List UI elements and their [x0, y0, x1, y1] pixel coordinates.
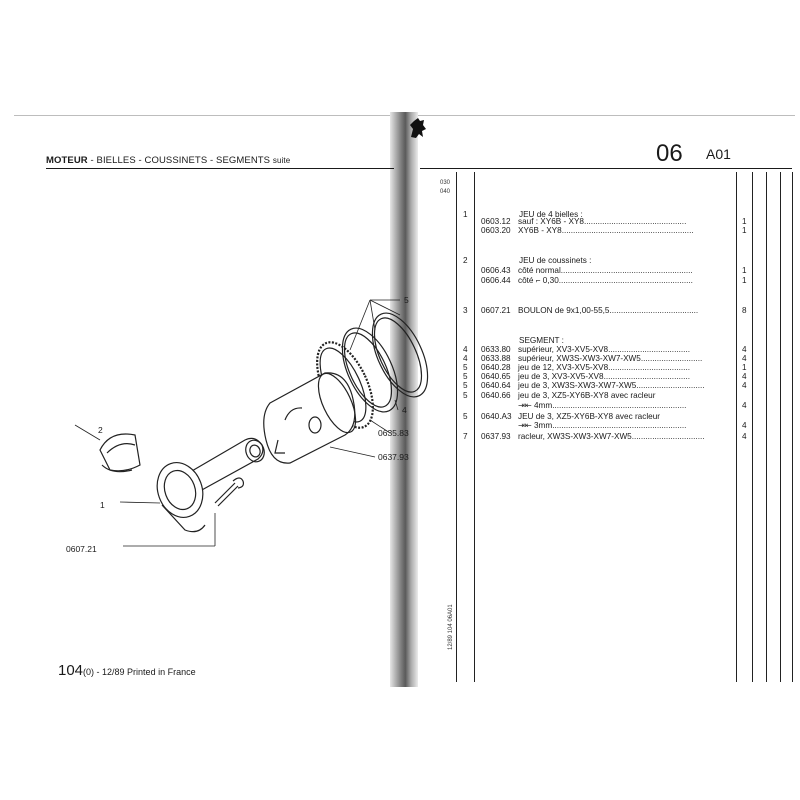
title-bold: MOTEUR [46, 155, 88, 166]
row-ref: 4 [463, 345, 468, 354]
callout-5: 5 [404, 295, 409, 305]
row-code: 0606.44 [481, 276, 511, 285]
row-ref: 1 [463, 210, 468, 219]
row-qty: 1 [742, 266, 747, 275]
row-qty: 1 [742, 226, 747, 235]
row-desc: jeu de 3, XW3S-XW3-XW7-XW5.............................. [518, 381, 705, 390]
lion-logo-icon [405, 115, 431, 141]
row-code: 0640.66 [481, 391, 511, 400]
table-line [456, 172, 457, 682]
row-code: 0637.93 [481, 432, 511, 441]
page-title [46, 155, 290, 166]
row-ref: 2 [463, 256, 468, 265]
row-code: 0606.43 [481, 266, 511, 275]
row-qty: 4 [742, 372, 747, 381]
row-code: 0603.20 [481, 226, 511, 235]
footer-sup: (0) [83, 667, 95, 677]
small-code-030: 030 [440, 180, 451, 186]
row-ref: 5 [463, 412, 468, 421]
callout-2: 2 [98, 425, 103, 435]
header-rule-right [420, 168, 792, 169]
callout-0607-21: 0607.21 [66, 544, 97, 554]
row-qty: 1 [742, 217, 747, 226]
footer-page-number: 104 [58, 662, 84, 679]
title-suffix: suite [272, 156, 291, 165]
callout-0637-93: 0637.93 [378, 452, 409, 462]
vertical-code: 12/89 104 06A01 [448, 604, 454, 650]
row-code: 0640.A3 [481, 412, 512, 421]
row-code: 0633.88 [481, 354, 511, 363]
chapter-number: 06 [656, 140, 683, 167]
table-line [474, 172, 475, 682]
row-ref: 5 [463, 372, 468, 381]
row-code: 0633.80 [481, 345, 511, 354]
small-code-040: 040 [440, 189, 451, 195]
table-line [752, 172, 753, 682]
callout-4: 4 [402, 405, 407, 415]
row-desc: XY6B - XY8.......................................................... [518, 226, 694, 235]
header-rule-left [46, 168, 394, 169]
row-qty: 4 [742, 401, 747, 410]
row-qty: 1 [742, 276, 747, 285]
footer-rest: - 12/89 Printed in France [94, 667, 196, 677]
row-desc: côté normal.......................................................... [518, 266, 693, 275]
row-desc: JEU de 4 bielles : [519, 210, 583, 219]
row-code: 0603.12 [481, 217, 511, 226]
row-qty: 4 [742, 381, 747, 390]
row-qty: 4 [742, 432, 747, 441]
title-rest: - BIELLES - COUSSINETS - SEGMENTS [87, 155, 271, 166]
row-qty: 8 [742, 306, 747, 315]
row-desc: ⇥⇤ 4mm........................................................... [518, 401, 687, 410]
table-line [736, 172, 737, 682]
bolt [215, 478, 243, 506]
row-ref: 5 [463, 391, 468, 400]
row-desc: racleur, XW3S-XW3-XW7-XW5................................ [518, 432, 705, 441]
row-desc: sauf : XY6B - XY8............................................. [518, 217, 687, 226]
row-desc: côté ⌐ 0,30........................................................... [518, 276, 693, 285]
row-ref: 3 [463, 306, 468, 315]
row-desc: BOULON de 9x1,00-55,5....................................... [518, 306, 699, 315]
row-ref: 5 [463, 381, 468, 390]
row-ref: 7 [463, 432, 468, 441]
table-line [766, 172, 767, 682]
row-desc: jeu de 12, XV3-XV5-XV8.................................... [518, 363, 691, 372]
row-desc: JEU de 3, XZ5-XY6B-XY8 avec racleur [518, 412, 660, 421]
chapter-code: A01 [706, 146, 731, 162]
row-code: 0640.64 [481, 381, 511, 390]
row-qty: 4 [742, 354, 747, 363]
row-code: 0607.21 [481, 306, 511, 315]
row-code: 0640.28 [481, 363, 511, 372]
row-desc: supérieur, XV3-XV5-XV8.................................... [518, 345, 691, 354]
row-ref: 5 [463, 363, 468, 372]
callout-0635-83: 0635.83 [378, 428, 409, 438]
table-line [792, 172, 793, 682]
row-desc: jeu de 3, XV3-XV5-XV8...................................... [518, 372, 691, 381]
row-code: 0640.65 [481, 372, 511, 381]
row-desc: JEU de coussinets : [519, 256, 592, 265]
row-qty: 1 [742, 363, 747, 372]
row-desc: ⇥⇤ 3mm........................................................... [518, 421, 687, 430]
row-qty: 4 [742, 345, 747, 354]
row-ref: 4 [463, 354, 468, 363]
callout-1: 1 [100, 500, 105, 510]
row-desc: SEGMENT : [519, 336, 564, 345]
table-line [780, 172, 781, 682]
row-qty: 4 [742, 421, 747, 430]
bearing-shell [100, 434, 140, 471]
row-desc: jeu de 3, XZ5-XY6B-XY8 avec racleur [518, 391, 656, 400]
page-footer [58, 662, 196, 679]
row-desc: supérieur, XW3S-XW3-XW7-XW5........................... [518, 354, 703, 363]
